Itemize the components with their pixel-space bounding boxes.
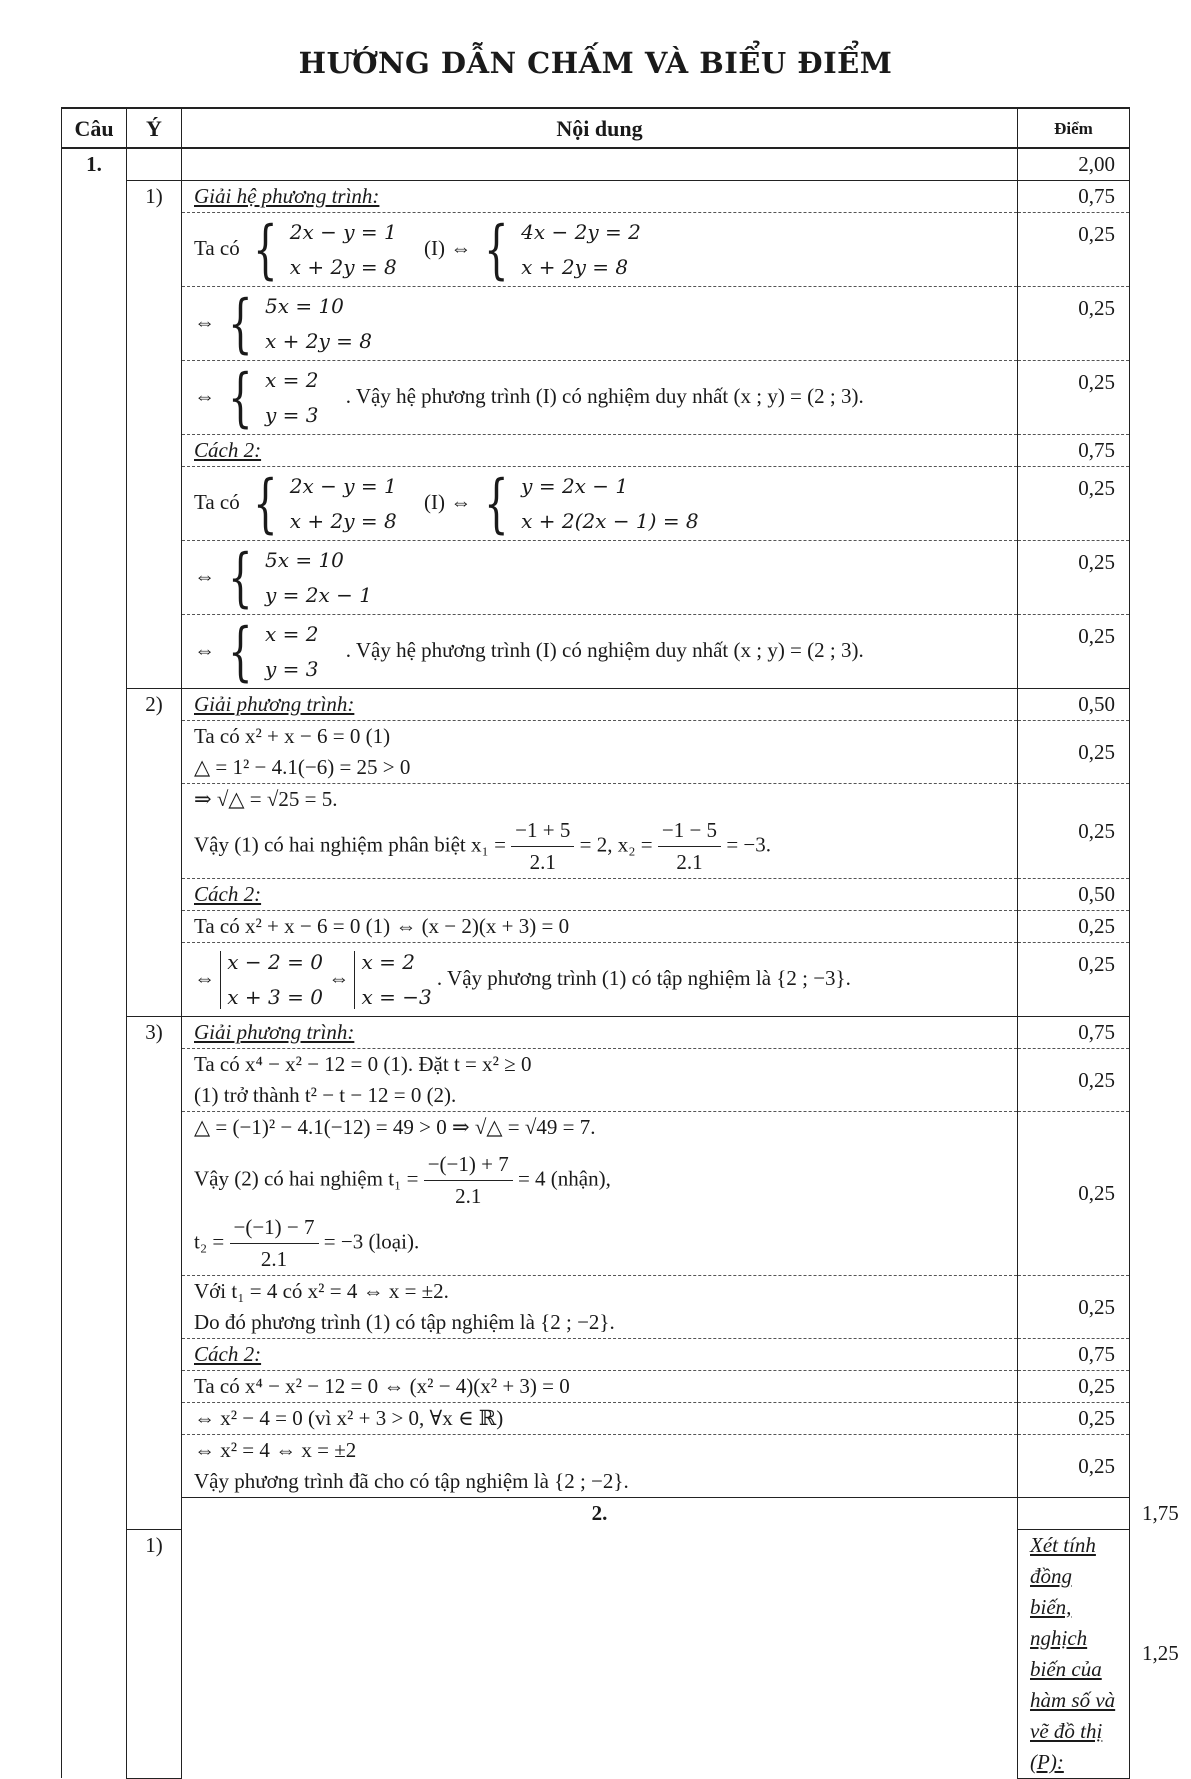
text: △ = 1² − 4.1(−6) = 25 > 0 (194, 755, 411, 779)
score: 0,25 (1018, 1049, 1130, 1112)
text: △ = (−1)² − 4.1(−12) = 49 > 0 ⇒ √△ = √49 = 7. (194, 1115, 596, 1139)
equation: 4x − 2y = 2 (521, 219, 641, 244)
score: 0,25 (1018, 213, 1130, 287)
text: Do đó phương trình (1) có tập nghiệm là {2 ; −2}. (194, 1310, 615, 1334)
score: 0,25 (1018, 1435, 1130, 1498)
page-title: HƯỚNG DẪN CHẤM VÀ BIỂU ĐIỂM (298, 46, 893, 80)
equation: x + 2y = 8 (264, 328, 372, 353)
text: ⇔ (328, 965, 350, 990)
part-1-title: Giải hệ phương trình: (194, 184, 380, 208)
equation: 5x = 10 (264, 547, 344, 572)
table-row (62, 1435, 1130, 1498)
text: ⇔ (194, 563, 215, 588)
text: = −3. (726, 832, 771, 857)
table-row (62, 1276, 1130, 1339)
table-row: ⇔ { 5x = 10 x + 2y = 8 0,25 (62, 287, 1130, 361)
score: 0,25 (1018, 361, 1130, 435)
equation: x + 2y = 8 (289, 254, 397, 279)
fraction-denominator: 2.1 (676, 850, 703, 874)
table-row: Ta có { 2x − y = 1 x + 2y = 8 (I) ⇔ { y = 2x − 1 x + 2(2x − 1) = 8 0,25 (62, 467, 1130, 541)
score: 0,25 (1018, 911, 1130, 943)
score: 0,25 (1018, 1371, 1130, 1403)
table-row (62, 879, 1130, 911)
text: . Vậy hệ phương trình (I) có nghiệm duy nhất (x ; y) = (2 ; 3). (345, 637, 864, 662)
part-1-label: 1) (127, 181, 182, 689)
score: 0,25 (1018, 467, 1130, 541)
table-row: ⇔ { 5x = 10 y = 2x − 1 0,25 (62, 541, 1130, 615)
table-row (62, 784, 1130, 879)
text: (I) ⇔ (423, 235, 472, 260)
score: 0,25 (1018, 1403, 1130, 1435)
text: ⇔ x² = 4 ⇔ x = ±2 (194, 1438, 357, 1462)
equation: y = 2x − 1 (521, 473, 629, 498)
equation: x − 2 = 0 (227, 949, 323, 974)
header-diem: Điểm (1018, 108, 1130, 148)
text: ⇔ x² − 4 = 0 (vì x² + 3 > 0, ∀x ∈ ℝ) (182, 1403, 1018, 1435)
text: Ta có x² + x − 6 = 0 (1) ⇔ (x − 2)(x + 3) = 0 (182, 911, 1018, 943)
fraction-numerator: −(−1) − 7 (230, 1212, 319, 1244)
question-1-score: 2,00 (1018, 148, 1130, 181)
text: (I) ⇔ (423, 489, 472, 514)
q2-part-1-title: Xét tính đồng biến, nghịch biến của hàm số và vẽ đồ thị (P): (1030, 1532, 1116, 1774)
score: 0,75 (1018, 181, 1130, 213)
text: Ta có x² + x − 6 = 0 (1) (194, 724, 391, 748)
grading-table (61, 107, 1179, 1779)
text: ⇔ (194, 637, 215, 662)
table-header (62, 108, 1130, 148)
equation: y = 3 (264, 402, 319, 427)
table-row (62, 689, 1130, 721)
text: Ta có x⁴ − x² − 12 = 0 (1). Đặt t = x² ≥ 0 (194, 1052, 532, 1076)
header-y: Ý (127, 108, 182, 148)
equation: x = 2 (361, 949, 415, 974)
equation: x = 2 (264, 621, 319, 646)
table-row (62, 1371, 1130, 1403)
score: 0,25 (1018, 943, 1130, 1017)
table-row: ⇔ { x = 2 y = 3 . Vậy hệ phương trình (I) có nghiệm duy nhất (x ; y) = (2 ; 3). 0,25 (62, 361, 1130, 435)
text: ⇔ (194, 965, 215, 990)
text: = 4 (nhận), (517, 1166, 611, 1191)
part-2-label: 2) (127, 689, 182, 1017)
equation: y = 2x − 1 (264, 582, 372, 607)
score: 0,75 (1018, 435, 1130, 467)
score: 0,25 (1018, 784, 1130, 879)
score: 0,25 (1018, 1112, 1130, 1276)
text: . Vậy phương trình (1) có tập nghiệm là {2 ; −3}. (436, 965, 851, 990)
text: ⇔ (194, 383, 215, 408)
equation: x + 2y = 8 (521, 254, 629, 279)
score: 0,25 (1018, 541, 1130, 615)
equation: 2x − y = 1 (289, 473, 397, 498)
table-row (62, 1049, 1130, 1112)
score: 0,75 (1018, 1017, 1130, 1049)
text: = −3 (loại). (323, 1229, 420, 1254)
header-noi-dung: Nội dung (182, 108, 1018, 148)
table-row (62, 911, 1130, 943)
table-row: 2. 1,75 (62, 1498, 1130, 1530)
text: Với t₁ = 4 có x² = 4 ⇔ x = ±2. (194, 1279, 449, 1303)
table-row (62, 1339, 1130, 1371)
score: 0,50 (1018, 879, 1130, 911)
method-2-label: Cách 2: (194, 438, 262, 462)
text: (1) trở thành t² − t − 12 = 0 (2). (194, 1083, 457, 1107)
equation: x + 3 = 0 (227, 984, 323, 1009)
method-2-label: Cách 2: (194, 882, 262, 906)
text: Ta có (194, 489, 240, 514)
text: ⇒ √△ = √25 = 5. (194, 787, 338, 811)
header-cau: Câu (62, 108, 127, 148)
score: 0,75 (1018, 1339, 1130, 1371)
text: t₂ = (194, 1229, 225, 1254)
table-row (62, 721, 1130, 784)
fraction-numerator: −(−1) + 7 (424, 1149, 513, 1181)
table-row: 1) Xét tính đồng biến, nghịch biến của hàm số và vẽ đồ thị (P): 1,25 (62, 1529, 1130, 1778)
text: . Vậy hệ phương trình (I) có nghiệm duy nhất (x ; y) = (2 ; 3). (345, 383, 864, 408)
part-3-title: Giải phương trình: (194, 1020, 355, 1044)
table-row (62, 1017, 1130, 1049)
fraction-numerator: −1 − 5 (658, 815, 721, 847)
score: 0,50 (1018, 689, 1130, 721)
table-row (62, 435, 1130, 467)
text: Vậy (1) có hai nghiệm phân biệt x₁ = (194, 832, 506, 857)
score: 0,25 (1018, 287, 1130, 361)
table-row (62, 181, 1130, 213)
part-3-label: 3) (127, 1017, 182, 1530)
score: 0,25 (1018, 1276, 1130, 1339)
equation: x = −3 (361, 984, 432, 1009)
question-1-label: 1. (62, 148, 127, 1778)
text: = 2, x₂ = (579, 832, 653, 857)
fraction-denominator: 2.1 (529, 850, 556, 874)
part-2-title: Giải phương trình: (194, 692, 355, 716)
question-2-label: 2. (182, 1498, 1018, 1779)
equation: y = 3 (264, 656, 319, 681)
score: 0,25 (1018, 721, 1130, 784)
text: Vậy phương trình đã cho có tập nghiệm là {2 ; −2}. (194, 1469, 629, 1493)
equation: 2x − y = 1 (289, 219, 397, 244)
equation: x + 2(2x − 1) = 8 (521, 508, 699, 533)
table-row: ⇔ { x = 2 y = 3 . Vậy hệ phương trình (I) có nghiệm duy nhất (x ; y) = (2 ; 3). 0,25 (62, 615, 1130, 689)
text: Ta có (194, 235, 240, 260)
equation: 5x = 10 (264, 293, 344, 318)
equation: x = 2 (264, 367, 319, 392)
score: 0,25 (1018, 615, 1130, 689)
equation: x + 2y = 8 (289, 508, 397, 533)
table-row (62, 943, 1130, 1017)
fraction-denominator: 2.1 (455, 1184, 482, 1208)
fraction-denominator: 2.1 (260, 1247, 288, 1271)
table-row: Ta có { 2x − y = 1 x + 2y = 8 (I) ⇔ { 4x − 2y = 2 x + 2y = 8 0,25 (62, 213, 1130, 287)
table-row (62, 148, 1130, 181)
q2-part-1-label: 1) (127, 1529, 182, 1778)
text: Ta có x⁴ − x² − 12 = 0 ⇔ (x² − 4)(x² + 3) = 0 (182, 1371, 1018, 1403)
table-row (62, 1112, 1130, 1276)
method-2-label: Cách 2: (194, 1342, 262, 1366)
table-row (62, 1403, 1130, 1435)
fraction-numerator: −1 + 5 (511, 815, 574, 847)
text: Vậy (2) có hai nghiệm t₁ = (194, 1166, 419, 1191)
text: ⇔ (194, 309, 215, 334)
